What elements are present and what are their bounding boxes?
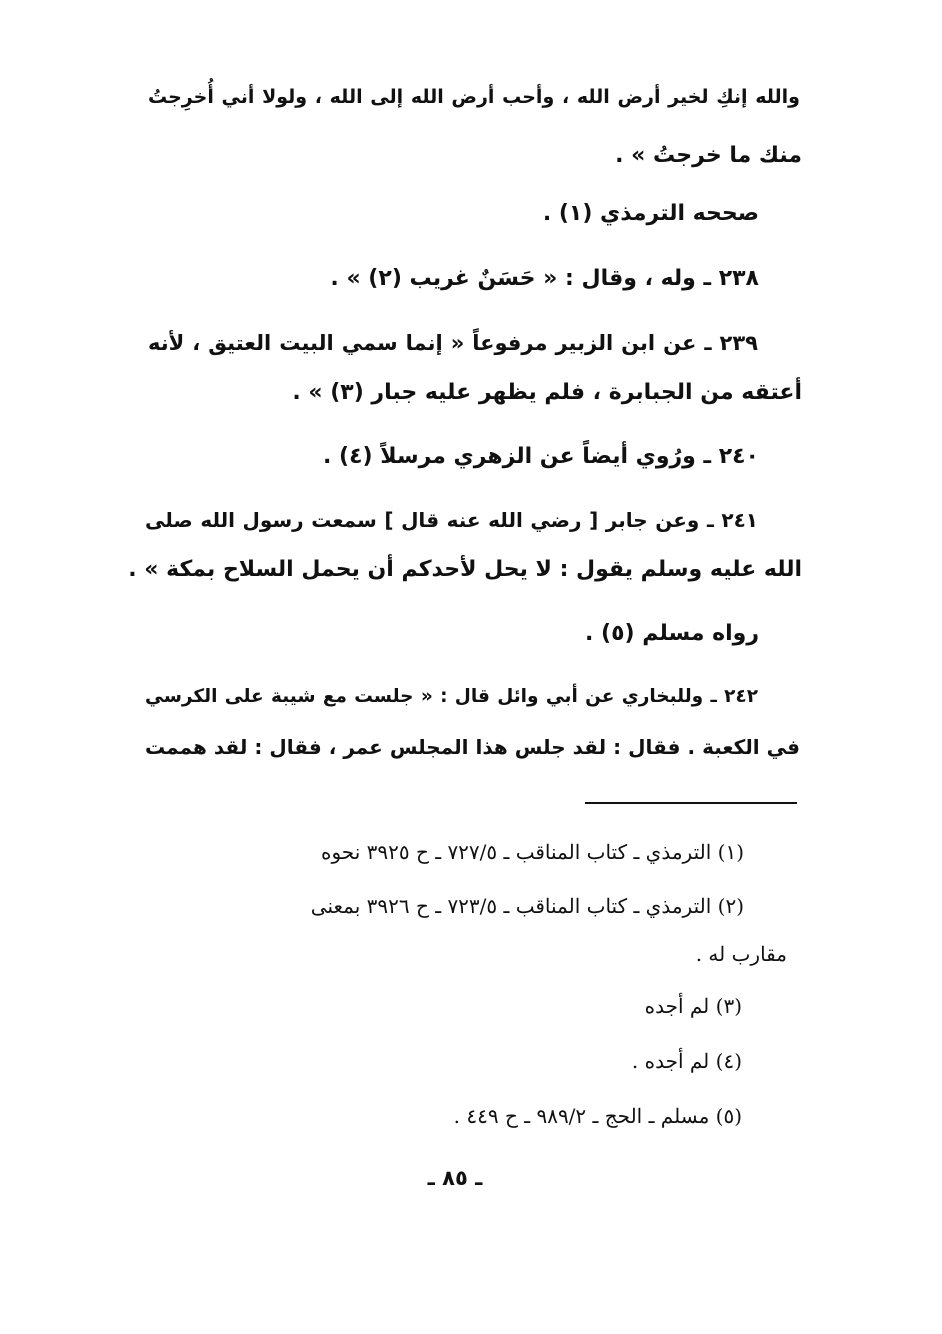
body-line-6: أعتقه من الجبابرة ، فلم يظهر عليه جبار (٣) » .	[292, 380, 802, 405]
footnote-2-cont: مقارب له .	[695, 942, 787, 966]
footnote-5: (٥) مسلم ـ الحج ـ ٩٨٩/٢ ـ ح ٤٤٩ .	[453, 1104, 742, 1128]
body-line-2: منك ما خرجتُ » .	[615, 143, 802, 168]
body-line-10: رواه مسلم (٥) .	[585, 621, 759, 646]
body-line-4: ٢٣٨ ـ وله ، وقال : « حَسَنٌ غريب (٢) » .	[330, 266, 759, 291]
body-line-3: صححه الترمذي (١) .	[542, 201, 759, 226]
footnote-separator	[585, 802, 797, 804]
body-line-1: والله إنكِ لخير أرض الله ، وأحب أرض الله إلى الله ، ولولا أني أُخرِجتُ	[148, 86, 800, 108]
footnote-2: (٢) الترمذي ـ كتاب المناقب ـ ٧٢٣/٥ ـ ح ٣٩٢٦ بمعنى	[310, 894, 744, 918]
footnote-1: (١) الترمذي ـ كتاب المناقب ـ ٧٢٧/٥ ـ ح ٣٩٢٥ نحوه	[320, 840, 744, 864]
body-line-9: الله عليه وسلم يقول : لا يحل لأحدكم أن يحمل السلاح بمكة » .	[128, 557, 802, 582]
body-line-7: ٢٤٠ ـ ورُوي أيضاً عن الزهري مرسلاً (٤) .	[323, 444, 759, 469]
body-line-5: ٢٣٩ ـ عن ابن الزبير مرفوعاً « إنما سمي البيت العتيق ، لأنه	[148, 331, 758, 355]
body-line-12: في الكعبة . فقال : لقد جلس هذا المجلس عمر ، فقال : لقد هممت	[145, 735, 800, 759]
footnote-3: (٣) لم أجده	[644, 994, 742, 1018]
page-number: ـ ٨٥ ـ	[427, 1166, 483, 1190]
footnote-4: (٤) لم أجده .	[631, 1049, 742, 1073]
body-line-11: ٢٤٢ ـ وللبخاري عن أبي وائل قال : « جلست مع شيبة على الكرسي	[145, 686, 758, 707]
body-line-8: ٢٤١ ـ وعن جابر [ رضي الله عنه قال ] سمعت رسول الله صلى	[145, 508, 758, 532]
